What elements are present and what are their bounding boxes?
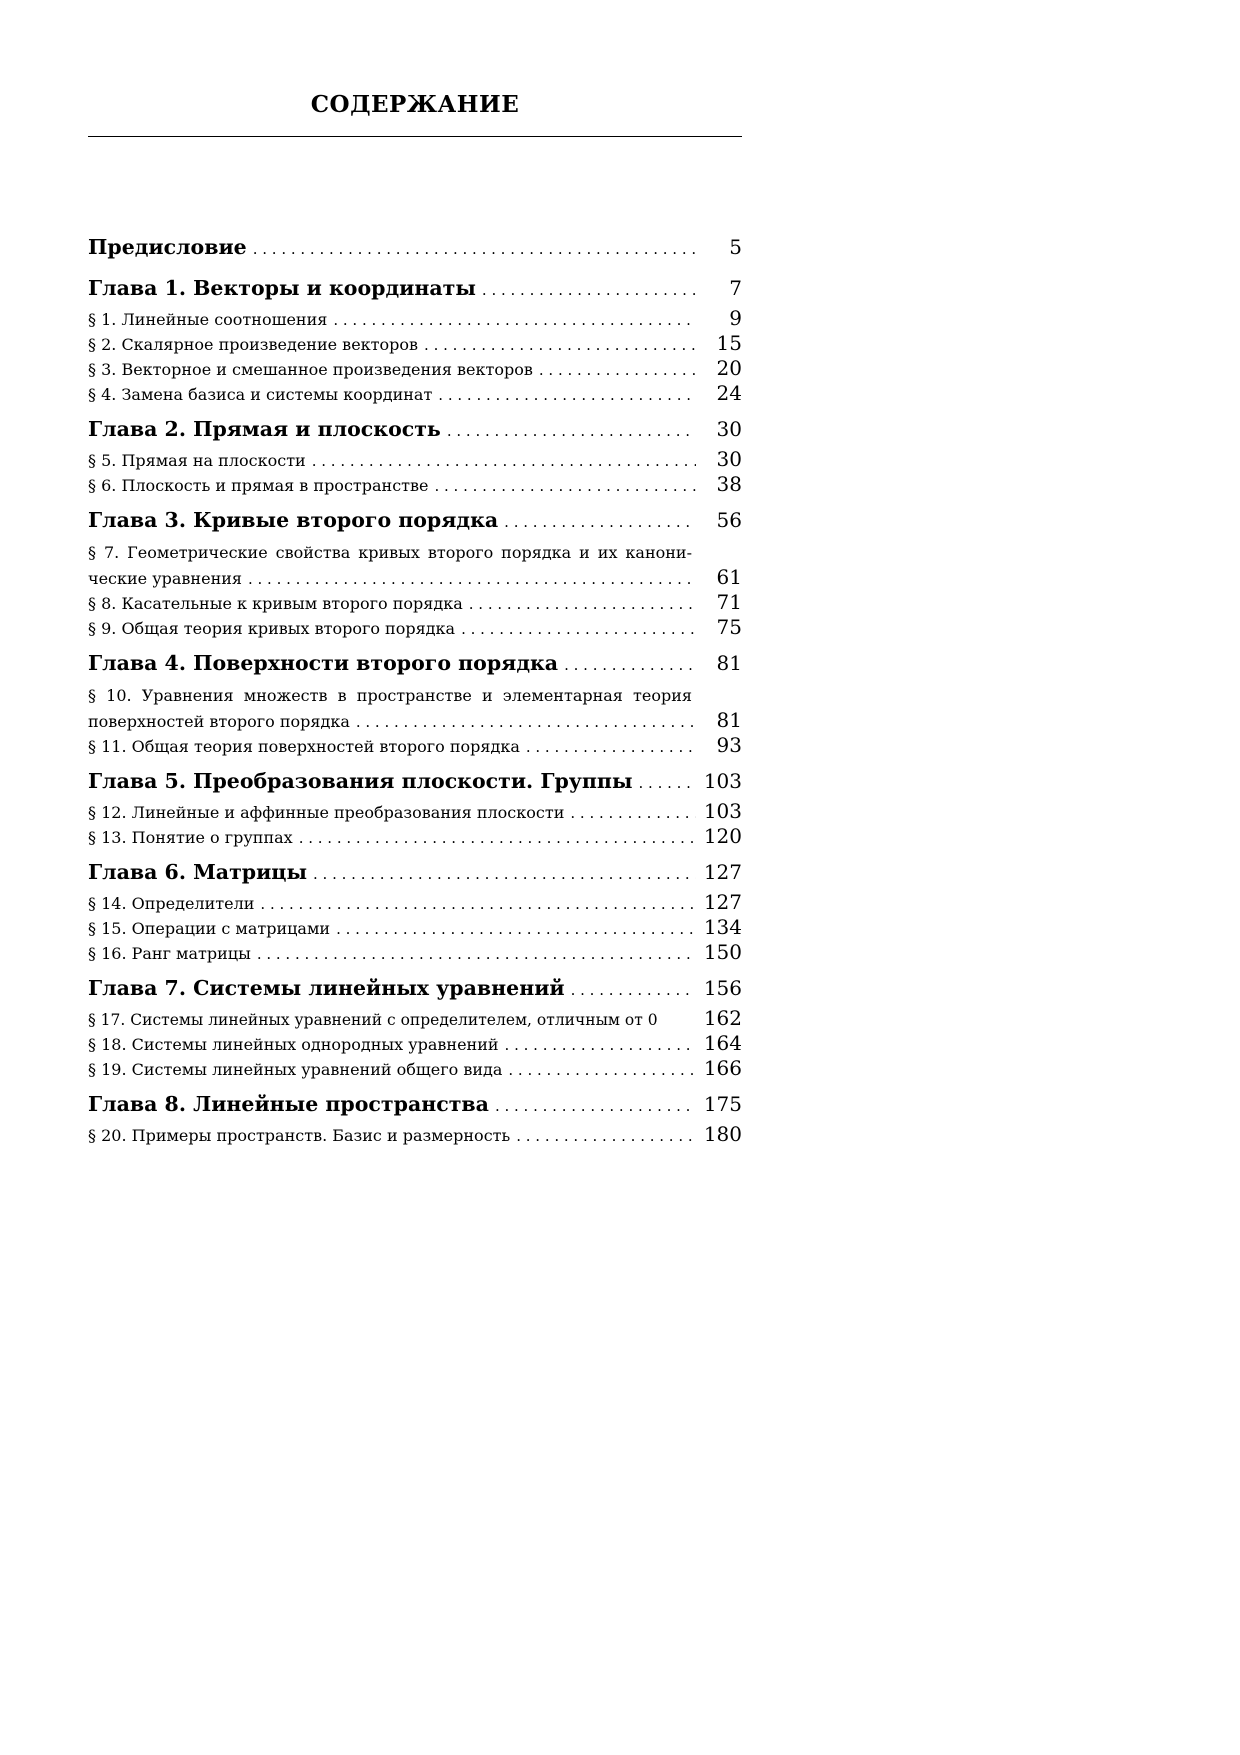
toc-section-4[interactable] [88, 381, 742, 406]
toc-entry-page: 38 [716, 472, 742, 496]
toc-entry-page: 134 [703, 915, 742, 939]
page-title: СОДЕРЖАНИЕ [310, 91, 520, 118]
toc-entry-page: 175 [703, 1092, 742, 1116]
toc-entry-page: 127 [703, 860, 742, 884]
toc-entry-label: § 13. Понятие о группах [88, 828, 293, 847]
leader-dots [253, 231, 696, 267]
leader-dots [482, 272, 696, 308]
toc-section-1[interactable] [88, 306, 742, 331]
leader-dots [312, 449, 696, 474]
leader-dots [570, 801, 696, 826]
toc-entry-page: 150 [703, 940, 742, 964]
toc-entry-label: Глава 3. Кривые второго порядка [88, 508, 499, 532]
toc-entry-page: 127 [703, 890, 742, 914]
leader-dots [526, 735, 696, 760]
leader-dots [447, 413, 696, 449]
leader-dots [424, 333, 696, 358]
toc-section-13[interactable] [88, 824, 742, 849]
toc-entry-label: § 11. Общая теория поверхностей второго порядка [88, 737, 520, 756]
leader-dots [299, 826, 696, 851]
toc-entry-label: § 8. Касательные к кривым второго порядка [88, 594, 463, 613]
toc-section-18[interactable] [88, 1031, 742, 1056]
toc-entry-label: § 20. Примеры пространств. Базис и размерность [88, 1126, 511, 1145]
toc-section-3[interactable] [88, 356, 742, 381]
toc-entry-page: 56 [716, 508, 742, 532]
toc-section-14[interactable] [88, 890, 742, 915]
toc-entry-page: 30 [716, 447, 742, 471]
leader-dots [257, 942, 696, 967]
toc-chapter-6[interactable] [88, 854, 742, 890]
toc-entry-page: 20 [716, 356, 742, 380]
toc-entry-label: § 19. Системы линейных уравнений общего вида [88, 1060, 503, 1079]
toc-entry-page: 180 [703, 1122, 742, 1146]
toc-entry-label: Глава 4. Поверхности второго порядка [88, 651, 559, 675]
leader-dots [248, 567, 696, 592]
leader-dots [508, 1058, 696, 1083]
toc-entry-label: § 9. Общая теория кривых второго порядка [88, 619, 456, 638]
toc-section-8[interactable] [88, 590, 742, 615]
toc-entry-label: § 1. Линейные соотношения [88, 310, 328, 329]
toc-section-7-line1[interactable]: § 7. Геометрические свойства кривых второго порядка и их канони- [88, 543, 692, 562]
toc-entry-page: 7 [729, 276, 742, 300]
toc-entry-label: ческие уравнения [88, 569, 242, 588]
toc-entry-page: 164 [703, 1031, 742, 1055]
toc-entry-label: § 17. Системы линейных уравнений с определителем, отличным от 0 [88, 1011, 658, 1029]
toc-entry-label: § 16. Ранг матрицы [88, 944, 251, 963]
toc-section-10[interactable] [88, 708, 742, 733]
toc-chapter-4[interactable] [88, 645, 742, 681]
toc-entry-page: 75 [716, 615, 742, 639]
leader-dots [469, 592, 696, 617]
leader-dots [639, 765, 697, 801]
toc-chapter-2[interactable] [88, 411, 742, 447]
leader-dots [495, 1088, 696, 1124]
toc-entry-page: 166 [703, 1056, 742, 1080]
toc-entry-page: 15 [716, 331, 742, 355]
toc-entry-page: 24 [716, 381, 742, 405]
toc-entry-label: Глава 6. Матрицы [88, 860, 308, 884]
toc-page [88, 88, 742, 1147]
toc-chapter-8[interactable] [88, 1086, 742, 1122]
toc-section-15[interactable] [88, 915, 742, 940]
toc-entry-page: 103 [703, 769, 742, 793]
toc-section-6[interactable] [88, 472, 742, 497]
leader-dots [539, 358, 696, 383]
toc-entry-page: 162 [703, 1006, 742, 1030]
toc-section-20[interactable] [88, 1122, 742, 1147]
toc-entry-page: 61 [716, 565, 742, 589]
leader-dots [434, 474, 696, 499]
toc-section-2[interactable] [88, 331, 742, 356]
title-rule [88, 136, 742, 137]
leader-dots [505, 1033, 696, 1058]
toc-section-12[interactable] [88, 799, 742, 824]
toc-section-5[interactable] [88, 447, 742, 472]
toc-entry-page: 93 [716, 733, 742, 757]
toc-entry-label: поверхностей второго порядка [88, 712, 350, 731]
leader-dots [571, 972, 696, 1008]
toc-chapter-3[interactable] [88, 502, 742, 538]
leader-dots [313, 856, 696, 892]
toc-entry-label: § 2. Скалярное произведение векторов [88, 335, 419, 354]
leader-dots [516, 1124, 696, 1149]
toc-entry-page: 81 [716, 708, 742, 732]
leader-dots [504, 504, 696, 540]
toc-entry-preface[interactable] [88, 229, 742, 265]
toc-section-16[interactable] [88, 940, 742, 965]
toc-section-9[interactable] [88, 615, 742, 640]
toc-entry-label: § 4. Замена базиса и системы координат [88, 385, 433, 404]
toc-section-7[interactable] [88, 565, 742, 590]
toc-entry-label: Предисловие [88, 235, 247, 259]
toc-entry-label: § 14. Определители [88, 894, 255, 913]
toc-chapter-5[interactable] [88, 763, 742, 799]
toc-entry-label: Глава 2. Прямая и плоскость [88, 417, 441, 441]
toc-section-11[interactable] [88, 733, 742, 758]
toc-entry-label: § 18. Системы линейных однородных уравнений [88, 1035, 499, 1054]
toc-entry-label: Глава 1. Векторы и координаты [88, 276, 476, 300]
toc-entry-label: § 12. Линейные и аффинные преобразования плоскости [88, 803, 565, 822]
toc-entry-label: § 6. Плоскость и прямая в пространстве [88, 476, 429, 495]
toc-section-17[interactable] [88, 1006, 742, 1031]
toc-entry-label: Глава 7. Системы линейных уравнений [88, 976, 565, 1000]
leader-dots [438, 383, 696, 408]
toc-entry-label: § 15. Операции с матрицами [88, 919, 331, 938]
toc-entry-label: Глава 8. Линейные пространства [88, 1092, 489, 1116]
toc-entry-page: 5 [729, 235, 742, 259]
toc-entry-page: 103 [703, 799, 742, 823]
toc-entry-page: 156 [703, 976, 742, 1000]
toc-entry-page: 71 [716, 590, 742, 614]
leader-dots [336, 917, 696, 942]
toc-section-10-line1[interactable]: § 10. Уравнения множеств в пространстве и элементарная теория [88, 686, 692, 705]
leader-dots [356, 710, 696, 735]
leader-dots [260, 892, 696, 917]
toc-chapter-7[interactable] [88, 970, 742, 1006]
toc-entry-page: 9 [729, 306, 742, 330]
table-of-contents [88, 229, 742, 1147]
toc-section-19[interactable] [88, 1056, 742, 1081]
toc-entry-page: 120 [703, 824, 742, 848]
leader-dots [333, 308, 696, 333]
toc-entry-page: 30 [716, 417, 742, 441]
leader-dots [461, 617, 696, 642]
leader-dots [564, 647, 696, 683]
toc-entry-label: § 3. Векторное и смешанное произведения векторов [88, 360, 533, 379]
toc-entry-label: Глава 5. Преобразования плоскости. Группы [88, 769, 633, 793]
toc-chapter-1[interactable] [88, 270, 742, 306]
toc-entry-label: § 5. Прямая на плоскости [88, 451, 306, 470]
toc-entry-page: 81 [716, 651, 742, 675]
